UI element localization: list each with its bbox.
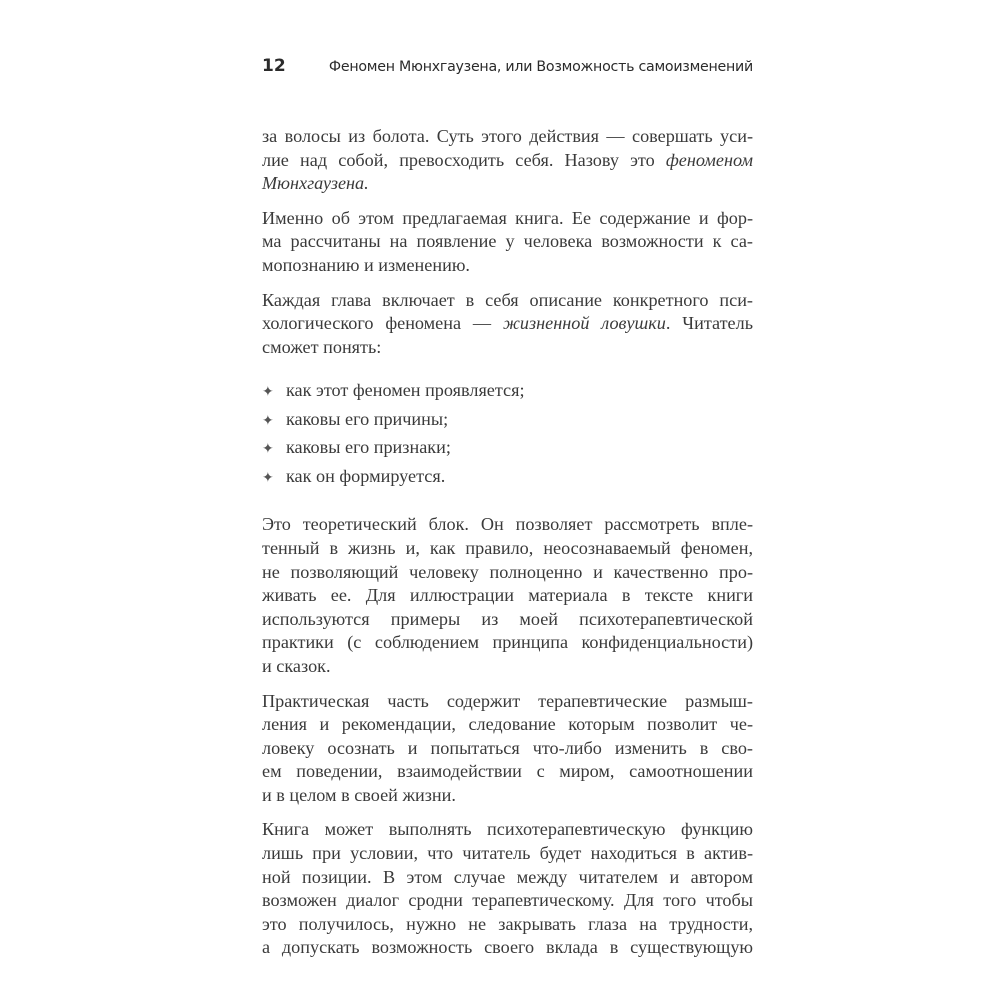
- paragraph: [262, 125, 753, 196]
- paragraph: [262, 207, 753, 278]
- running-head: [262, 56, 753, 86]
- text-line: [262, 631, 753, 655]
- text-run: ления и рекомендации, следование которым позволит че-: [262, 714, 753, 735]
- bullet-item: [262, 408, 753, 437]
- text-line: [262, 336, 753, 360]
- paragraphs-before-list: [262, 125, 753, 359]
- running-title: Феномен Мюнхгаузена, или Возможность самоизменений: [328, 59, 753, 75]
- bullet-item: [262, 379, 753, 408]
- text-line: [262, 289, 753, 313]
- text-line: [262, 690, 753, 714]
- text-run: живать ее. Для иллюстрации материала в тексте книги: [262, 585, 753, 606]
- text-run: ной позиции. В этом случае между читателем и автором: [262, 866, 753, 887]
- text-run: Практическая часть содержит терапевтические размыш-: [262, 690, 753, 711]
- text-run: сможет понять:: [262, 336, 382, 357]
- text-line: [262, 254, 753, 278]
- body-text: [262, 125, 753, 960]
- text-line: [262, 608, 753, 632]
- text-line: [262, 889, 753, 913]
- text-run: хологического феномена —: [262, 313, 503, 334]
- text-line: [262, 125, 753, 149]
- book-page: [262, 56, 753, 971]
- text-run: за волосы из болота. Суть этого действия — совершать уси-: [262, 126, 753, 146]
- four-point-star-icon: ✦: [262, 385, 274, 401]
- bullet-text: каковы его признаки;: [286, 437, 451, 458]
- page-number: 12: [262, 56, 286, 76]
- text-run: мопознанию и изменению.: [262, 254, 470, 275]
- bullet-text: как этот феномен проявляется;: [286, 380, 525, 401]
- italic-run: феноменом: [665, 149, 753, 170]
- text-line: [262, 312, 753, 336]
- text-line: [262, 230, 753, 254]
- text-run: ма рассчитаны на появление у человека возможности к са-: [262, 231, 753, 252]
- italic-run: жизненной ловушки: [503, 313, 666, 334]
- text-run: это получилось, нужно не закрывать глаза на трудности,: [262, 913, 753, 934]
- text-line: [262, 561, 753, 585]
- text-run: ловеку осознать и попытаться что-либо изменить в сво-: [262, 737, 753, 758]
- text-line: [262, 936, 753, 960]
- text-run: и в целом в своей жизни.: [262, 784, 456, 805]
- text-line: [262, 655, 753, 679]
- text-line: [262, 584, 753, 608]
- bullet-list: [262, 379, 753, 493]
- text-run: возможен диалог сродни терапевтическому. Для того чтобы: [262, 890, 753, 911]
- italic-run: Мюнхгаузена.: [262, 173, 369, 194]
- text-run: тенный в жизнь и, как правило, неосознаваемый феномен,: [262, 537, 753, 558]
- text-run: лишь при условии, что читатель будет находиться в актив-: [262, 843, 753, 864]
- bullet-text: каковы его причины;: [286, 408, 449, 429]
- text-run: не позволяющий человеку полноценно и качественно про-: [262, 561, 753, 582]
- paragraph: [262, 818, 753, 960]
- paragraph: [262, 289, 753, 360]
- text-line: [262, 172, 753, 196]
- text-run: ем поведении, взаимодействии с миром, самоотношении: [262, 761, 753, 782]
- text-line: [262, 913, 753, 937]
- paragraphs-after-list: [262, 513, 753, 960]
- text-line: [262, 784, 753, 808]
- text-line: [262, 818, 753, 842]
- paragraph: [262, 690, 753, 808]
- text-run: Это теоретический блок. Он позволяет рассмотреть впле-: [262, 514, 753, 535]
- four-point-star-icon: ✦: [262, 413, 274, 429]
- text-run: используются примеры из моей психотерапевтической: [262, 608, 753, 629]
- text-line: [262, 513, 753, 537]
- text-run: а допускать возможность своего вклада в существующую: [262, 937, 753, 958]
- text-line: [262, 866, 753, 890]
- text-line: [262, 842, 753, 866]
- text-line: [262, 149, 753, 173]
- text-line: [262, 713, 753, 737]
- text-run: Книга может выполнять психотерапевтическую функцию: [262, 819, 753, 840]
- text-run: практики (с соблюдением принципа конфиденциальности): [262, 632, 753, 653]
- four-point-star-icon: ✦: [262, 442, 274, 458]
- paragraph: [262, 513, 753, 678]
- text-run: Каждая глава включает в себя описание конкретного пси-: [262, 289, 753, 310]
- text-line: [262, 737, 753, 761]
- bullet-text: как он формируется.: [286, 465, 446, 486]
- text-line: [262, 537, 753, 561]
- text-line: [262, 207, 753, 231]
- text-run: и сказок.: [262, 655, 331, 676]
- text-run: лие над собой, превосходить себя. Назову это: [262, 149, 666, 170]
- bullet-item: [262, 436, 753, 465]
- text-line: [262, 760, 753, 784]
- bullet-item: [262, 465, 753, 494]
- four-point-star-icon: ✦: [262, 470, 274, 486]
- text-run: . Читатель: [665, 313, 753, 334]
- text-run: Именно об этом предлагаемая книга. Ее содержание и фор-: [262, 207, 753, 228]
